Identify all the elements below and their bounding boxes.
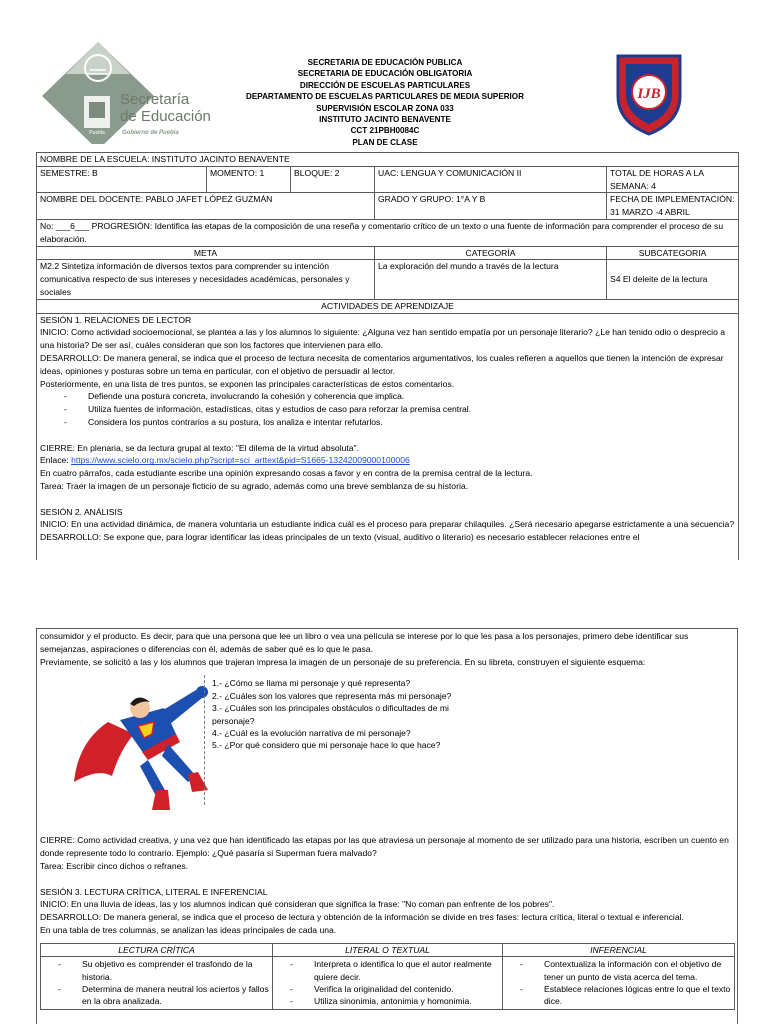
logo-line3: Gobierno de Puebla <box>122 130 179 136</box>
meta-cell: M2.2 Sintetiza información de diversos textos para comprender su intención comunicativa respecto de sus intereses y necesidades académicas, personales y sociales <box>37 260 375 299</box>
session2-tarea: Tarea: Escribir cinco dichos o refranes. <box>40 860 189 871</box>
table-cell <box>273 957 503 1010</box>
header-line: PLAN DE CLASE <box>352 137 418 147</box>
cape-icon <box>74 722 134 782</box>
table-cell <box>503 957 735 1010</box>
shield-letters: IJB <box>637 86 661 102</box>
question-item: 3.- ¿Cuáles son los principales obstáculos o dificultades de mi personaje? <box>212 703 449 726</box>
header-line: DIRECCIÓN DE ESCUELAS PARTICULARES <box>299 80 471 90</box>
list-item: - Verifica la originalidad del contenido. <box>276 983 499 995</box>
header-line: CCT 21PBH0084C <box>350 126 420 136</box>
list-item: - Utiliza fuentes de información, estadísticas, citas y estudios de caso para reforzar la premisa central. <box>40 403 735 416</box>
header-line: SUPERVISIÓN ESCOLAR ZONA 033 <box>316 103 454 113</box>
list-item: - Utiliza sinonimia, antonimia y homonimia. <box>276 995 499 1007</box>
header-line: DEPARTAMENTO DE ESCUELAS PARTICULARES DE MEDIA SUPERIOR <box>246 92 524 102</box>
list-item: - Establece relaciones lógicas entre lo que el texto dice. <box>506 983 731 1008</box>
subcategoria-cell: S4 El deleite de la lectura <box>607 260 739 299</box>
page-two <box>36 628 738 1024</box>
esquema-row <box>40 668 734 834</box>
session2-title: SESIÓN 2. ANÁLISIS <box>40 506 123 517</box>
reading-types-table <box>40 943 735 1010</box>
session2-previamente: Previamente, se solicitó a las y los alumnos que trajeran impresa la imagen de un personaje de su preferencia. En su libreta, construyen el siguiente esquema: <box>40 656 646 667</box>
questions-box <box>204 675 482 805</box>
session2-desarrollo: DESARROLLO: Se expone que, para lograr identificar las ideas principales de un texto (visual, auditivo o literario) es necesario establecer relaciones entre el <box>40 532 640 543</box>
secretaria-educacion-logo <box>36 34 236 144</box>
question-item: 4.- ¿Cuál es la evolución narrativa de mi personaje? <box>212 728 411 739</box>
list-item: - Determina de manera neutral los aciertos y fallos en la obra analizada. <box>44 983 269 1008</box>
fecha-cell <box>607 193 739 220</box>
session3-desarrollo: DESARROLLO: De manera general, se indica que el proceso de lectura y obtención de la información se divide en tres fases: lectura crítica, literal o textual e inferencial. <box>40 912 684 923</box>
list-item: - Considera los puntos contrarios a su postura, los analiza e intentar refutarlos. <box>40 416 735 429</box>
list-item: - Contextualiza la información con el objetivo de tener un punto de vista acerca del tema. <box>506 958 731 983</box>
column-header: LITERAL O TEXTUAL <box>273 943 503 956</box>
session2-continuation: consumidor y el producto. Es decir, para que una persona que lee un libro o vea una película se interese por lo que les pasa a los personajes, primero debe identificar sus semejanzas, aspiraciones o diferencias con él, además de saber qué es lo que le pasa. <box>40 631 689 654</box>
session1-cierre: CIERRE: En plenaria, se da lectura grupal al texto: "El dilema de la virtud absoluta". <box>40 442 359 453</box>
scielo-link[interactable]: https://www.scielo.org.mx/scielo.php?script=sci_arttext&pid=S1665-13242009000100006 <box>71 455 410 466</box>
subcategoria-header: SUBCATEGORIA <box>607 246 739 260</box>
grado-cell: GRADO Y GRUPO: 1°A Y B <box>375 193 607 220</box>
question-item: 1.- ¿Cómo se llama mi personaje y qué representa? <box>212 678 411 689</box>
table-cell <box>41 957 273 1010</box>
session1-parrafos: En cuatro párrafos, cada estudiante escribe una opinión expresando cosas a favor y en contra de la premisa central de la lectura. <box>40 468 533 479</box>
session3-title: SESIÓN 3. LECTURA CRÍTICA, LITERAL E INFERENCIAL <box>40 886 268 897</box>
list-item: - Defiende una postura concreta, involucrando la cohesión y coherencia que implica. <box>40 390 735 403</box>
question-item: 2.- ¿Cuáles son los valores que representa más mi personaje? <box>212 690 452 701</box>
session3-inicio: INICIO: En una lluvia de ideas, las y los alumnos indican qué consideran que significa la frase: "No coman pan enfrente de los pobres". <box>40 899 555 910</box>
bloque-cell: BLOQUE: 2 <box>291 166 375 193</box>
actividades-header: ACTIVIDADES DE APRENDIZAJE <box>37 299 739 313</box>
fecha-label: FECHA DE IMPLEMENTACIÓN: <box>610 194 735 205</box>
session3-tabla-intro: En una tabla de tres columnas, se analizan las ideas principales de cada una. <box>40 924 337 935</box>
categoria-cell: La exploración del mundo a través de la lectura <box>375 260 607 299</box>
actividades-cell <box>37 313 739 560</box>
instituto-shield-logo <box>614 52 684 136</box>
list-item: - Interpreta o identifica lo que el autor realmente quiere decir. <box>276 958 499 983</box>
list-item: - Su objetivo es comprender el trasfondo de la historia. <box>44 958 269 983</box>
document-header <box>220 57 550 148</box>
logo-line2: de Educación <box>120 108 211 125</box>
logo-seal-text: Puebla <box>89 130 105 136</box>
session1-inicio: INICIO: Como actividad socioemocional, se plantea a las y los alumnos lo siguiente: ¿Alguna vez han sentido empatía por un personaje literario? ¿Le han tenido odio o desprecio a una historia? De ser así, cuáles consideran que son los factores que intervienen para ello. <box>40 327 726 351</box>
session1-tarea: Tarea: Traer la imagen de un personaje ficticio de su agrado, además como una breve semblanza de su historia. <box>40 480 469 491</box>
session1-desarrollo: DESARROLLO: De manera general, se indica que el proceso de lectura necesita de comentarios argumentativos, los cuales refieren a aquellos que tienen la intención de expresar ideas, opiniones y posturas sobre un tema en particular, con el objetivo de persuadir al lector. <box>40 352 724 376</box>
column-header: LECTURA CRÍTICA <box>41 943 273 956</box>
logo-line1: Secretaría <box>120 91 190 108</box>
momento-cell: MOMENTO: 1 <box>207 166 291 193</box>
categoria-header: CATEGORÍA <box>375 246 607 260</box>
horas-cell: TOTAL DE HORAS A LA SEMANA: 4 <box>607 166 739 193</box>
session1-enlace <box>40 454 735 467</box>
session2-inicio: INICIO: En una actividad dinámica, de manera voluntaria un estudiante indica cuál es el proceso para preparar chilaquiles. ¿Será necesario apegarse estrictamente a una secuencia? <box>40 519 735 530</box>
question-item: 5.- ¿Por qué considero que mi personaje hace lo que hace? <box>212 740 441 751</box>
session1-posterior: Posteriormente, en una lista de tres puntos, se exponen las principales características de estos comentarios. <box>40 378 455 389</box>
fecha-value: 31 MARZO -4 ABRIL <box>610 207 690 218</box>
session1-title: SESIÓN 1. RELACIONES DE LECTOR <box>40 314 192 325</box>
meta-header: META <box>37 246 375 260</box>
plan-table <box>36 152 739 560</box>
semestre-cell: SEMESTRE: B <box>37 166 207 193</box>
school-name: NOMBRE DE LA ESCUELA: INSTITUTO JACINTO BENAVENTE <box>37 153 739 167</box>
progresion-cell: No: ___6___ PROGRESIÓN: Identifica las etapas de la composición de una reseña y comentario crítico de un texto o una fuente de información para comprender el proceso de su elaboración. <box>37 219 739 246</box>
header-line: INSTITUTO JACINTO BENAVENTE <box>319 115 451 125</box>
session1-bullets <box>40 390 735 428</box>
header-line: SECRETARIA DE EDUCACIÓN OBLIGATORIA <box>297 69 473 79</box>
uac-cell: UAC: LENGUA Y COMUNICACIÓN II <box>375 166 607 193</box>
header-line: SECRETARIA DE EDUCACIÓN PUBLICA <box>307 58 463 67</box>
enlace-label: Enlace: <box>40 455 72 466</box>
docente-cell: NOMBRE DEL DOCENTE: PABLO JAFET LÓPEZ GUZMÁN <box>37 193 375 220</box>
logo-diamond-light-icon <box>66 42 130 74</box>
session2-cierre: CIERRE: Como actividad creativa, y una vez que han identificado las etapas por las que atraviesa un personaje al momento de ser utilizado para una historia, escriben un cuento en donde represente todo lo contrario. Ejemplo: ¿Qué pasaría si Superman fuera malvado? <box>40 835 729 859</box>
column-header: INFERENCIAL <box>503 943 735 956</box>
